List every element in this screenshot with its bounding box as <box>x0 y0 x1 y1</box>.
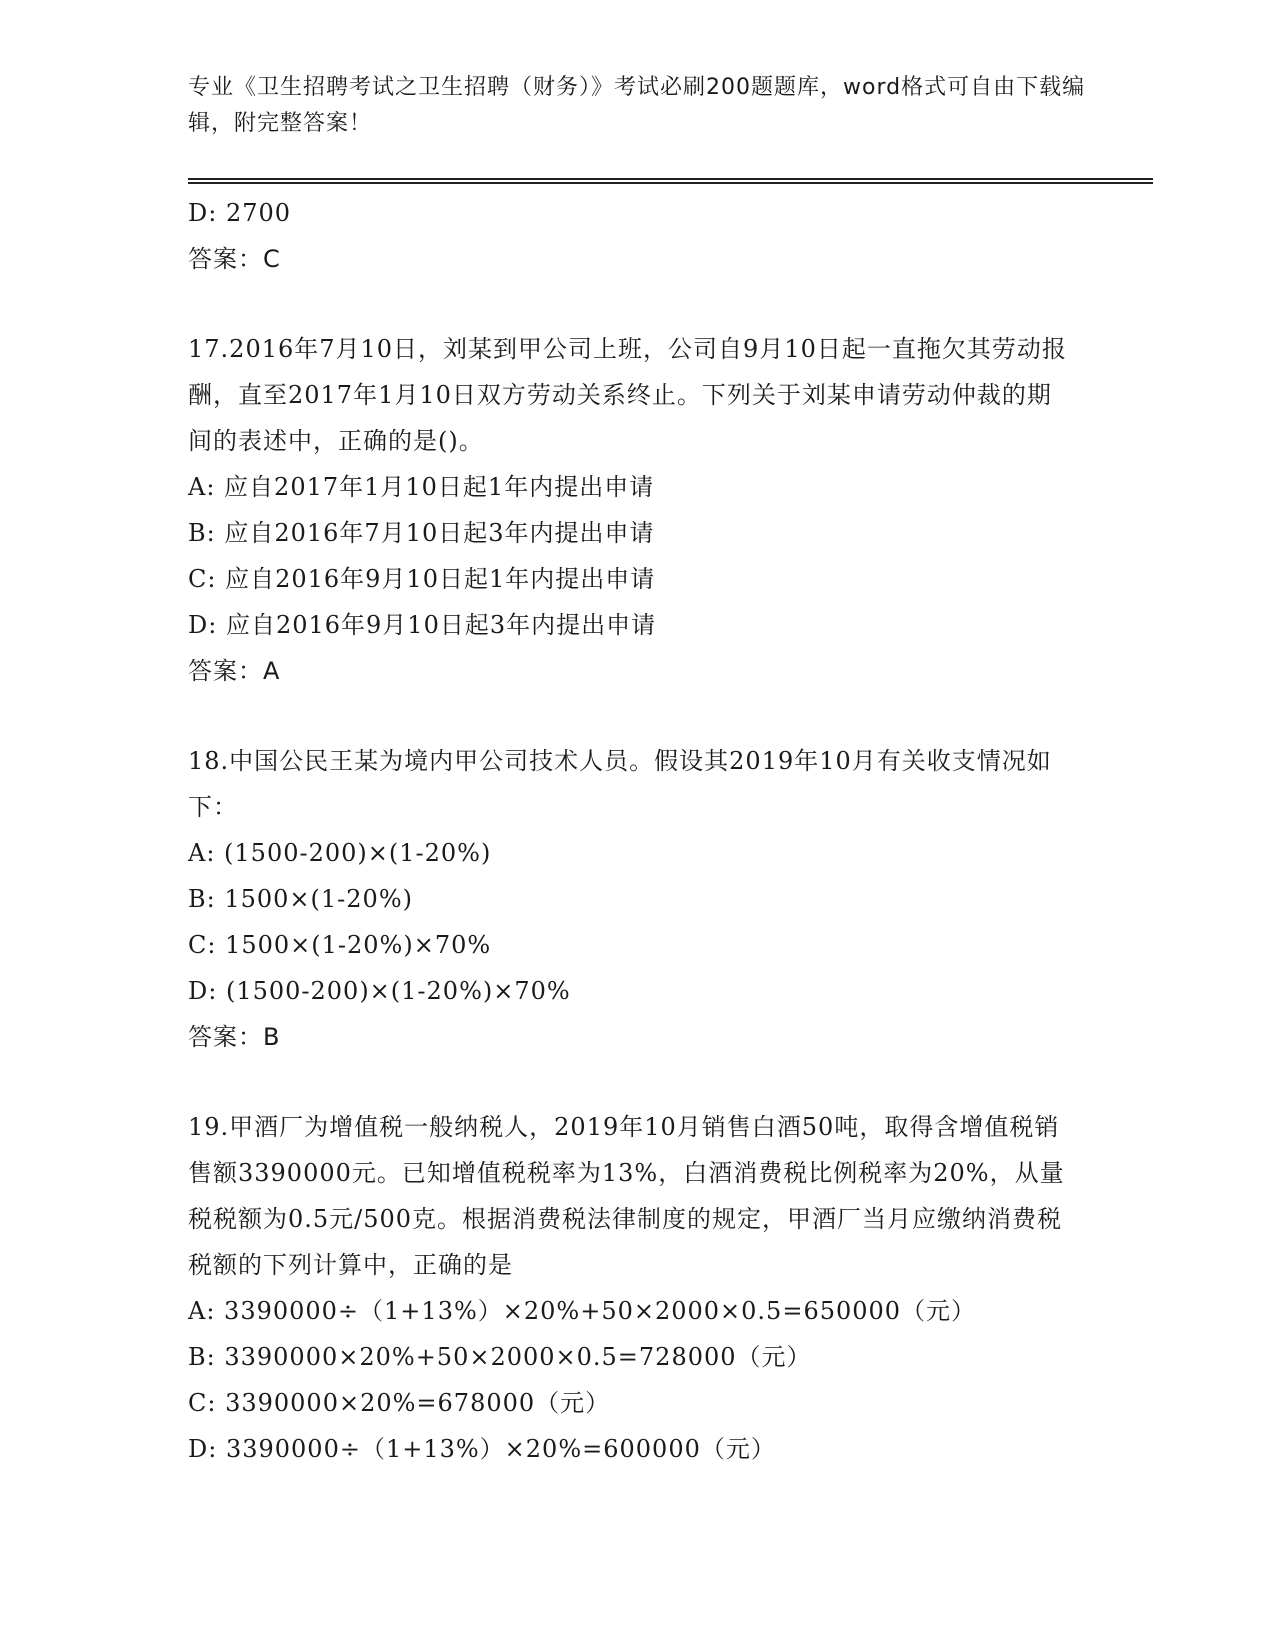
question-stem: 18.中国公民王某为境内甲公司技术人员。假设其2019年10月有关收支情况如下： <box>188 747 1052 821</box>
option-c: C: 应自2016年9月10日起1年内提出申请 <box>188 565 656 593</box>
option-b: B: 3390000×20%+50×2000×0.5=728000（元） <box>188 1343 812 1371</box>
option-b: B: 1500×(1-20%) <box>188 885 413 913</box>
question-stem: 17.2016年7月10日，刘某到甲公司上班，公司自9月10日起一直拖欠其劳动报酬，直至2017年1月10日双方劳动关系终止。下列关于刘某申请劳动仲裁的期间的表述中，正确的是()。 <box>188 335 1067 455</box>
spacer <box>188 1060 1088 1104</box>
question-16 <box>188 190 1088 282</box>
header-rule-top <box>188 178 1153 180</box>
question-list <box>188 190 1088 1472</box>
option-c: C: 3390000×20%=678000（元） <box>188 1389 611 1417</box>
header-rule-bottom <box>188 182 1153 184</box>
option-d: D: 3390000÷（1+13%）×20%=600000（元） <box>188 1435 776 1463</box>
question-18 <box>188 738 1088 1060</box>
option-b: B: 应自2016年7月10日起3年内提出申请 <box>188 519 655 547</box>
question-stem: 19.甲酒厂为增值税一般纳税人，2019年10月销售白酒50吨，取得含增值税销售额3390000元。已知增值税税率为13%，白酒消费税比例税率为20%，从量税税额为0.5元/500克。根据消费税法律制度的规定，甲酒厂当月应缴纳消费税税额的下列计算中，正确的是 <box>188 1113 1065 1279</box>
option-c: C: 1500×(1-20%)×70% <box>188 931 492 959</box>
option-a: A: 应自2017年1月10日起1年内提出申请 <box>188 473 655 501</box>
question-17 <box>188 326 1088 694</box>
option-d: D: 应自2016年9月10日起3年内提出申请 <box>188 611 657 639</box>
answer: 答案：A <box>188 657 281 685</box>
option-d: D: 2700 <box>188 199 292 227</box>
answer: 答案：C <box>188 245 281 273</box>
option-d: D: (1500-200)×(1-20%)×70% <box>188 977 571 1005</box>
answer: 答案：B <box>188 1023 281 1051</box>
question-19 <box>188 1104 1088 1472</box>
spacer <box>188 694 1088 738</box>
document-header <box>188 70 1088 142</box>
option-a: A: 3390000÷（1+13%）×20%+50×2000×0.5=650000（元） <box>188 1297 977 1325</box>
header-title: 专业《卫生招聘考试之卫生招聘（财务）》考试必刷200题题库，word格式可自由下载编辑，附完整答案！ <box>188 75 1086 136</box>
option-a: A: (1500-200)×(1-20%) <box>188 839 492 867</box>
spacer <box>188 282 1088 326</box>
